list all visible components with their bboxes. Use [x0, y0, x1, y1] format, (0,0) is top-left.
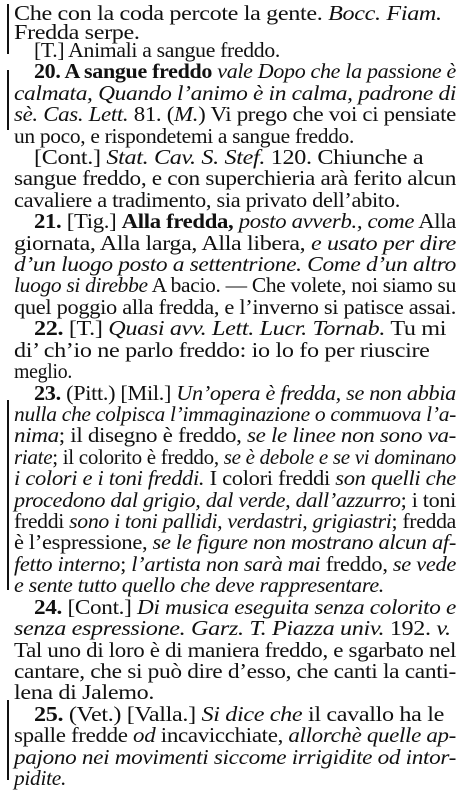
italic-run: e sente tutto quello che deve rappresentare. — [14, 573, 384, 597]
text-run: [Cont.] — [67, 595, 138, 619]
text-line — [14, 765, 464, 791]
text-run: Che con la coda percote la gente. — [14, 1, 329, 25]
italic-run: nima — [14, 423, 59, 447]
text-run: freddi — [14, 509, 70, 533]
italic-run: procedono dal grigio, dal verde, dall’azzurro — [14, 488, 401, 512]
margin-rule-middle — [7, 70, 9, 130]
text-run: meglio. — [14, 359, 72, 383]
text-run: A bacio. — Che volete, noi siamo su — [147, 273, 457, 297]
text-run: ; i toni — [400, 488, 456, 512]
italic-run: Di musica eseguita senza colorito e — [137, 595, 456, 619]
text-run: 81. ( — [128, 102, 175, 126]
text-run: lena di Jalemo. — [14, 680, 154, 704]
text-run: incavicchiate, — [155, 723, 289, 747]
italic-run: allorchè quelle ap- — [288, 723, 456, 747]
text-run: è l’espressione, — [14, 530, 153, 554]
italic-run: vale Dopo che la passione è — [212, 59, 456, 83]
italic-run: luogo si direbbe — [14, 273, 148, 297]
italic-run: l’artista non sarà mai — [131, 552, 321, 576]
text-run: sangue freddo, e con superchieria arà ferito alcun — [14, 166, 456, 190]
italic-run: i colori e i toni freddi. — [14, 466, 205, 490]
italic-run: e usato per dire — [310, 231, 456, 255]
text-run: ; fredda — [391, 509, 457, 533]
text-run: (Vet.) [Valla.] — [68, 702, 202, 726]
margin-rule-lower — [7, 400, 9, 590]
text-run: [T.] — [68, 316, 109, 340]
text-run: ; il disegno è freddo, — [58, 423, 247, 447]
text-run: Tu mi — [385, 316, 447, 340]
text-run: ; — [120, 552, 132, 576]
italic-run: Un’opera è fredda, se non abbia — [176, 381, 456, 405]
text-run: Tal uno di loro è di maniera freddo, e sgarbato nel — [14, 638, 456, 662]
text-run: ) Vi prego che voi ci pensiate — [198, 102, 456, 126]
italic-run: sè. Cas. Lett. — [14, 102, 129, 126]
italic-run: Bocc. Fiam. — [328, 1, 442, 25]
italic-run: se vede — [392, 552, 456, 576]
text-run: un poco, e rispondetemi a sangue freddo. — [14, 124, 354, 148]
text-run: 120. Chiunche a — [265, 145, 424, 169]
italic-run: v. — [436, 616, 451, 640]
text-run: giornata, Alla larga, Alla libera, — [14, 231, 311, 255]
italic-run: se le figure non mostrano alcun af- — [152, 530, 457, 554]
bold-run: 25. — [34, 702, 69, 726]
text-run: di’ ch’io ne parlo freddo: io lo fo per riuscire — [14, 338, 430, 362]
text-run: quel poggio alla fredda, e l’inverno si patisce assai. — [14, 295, 456, 319]
italic-run: M. — [174, 102, 199, 126]
italic-run: sono i toni pallidi, verdastri, grigiastri — [69, 509, 392, 533]
italic-run: calmata, Quando l’animo è in calma, padrone di — [14, 81, 456, 105]
margin-rule-top — [7, 4, 9, 54]
text-run: 192. — [384, 616, 437, 640]
text-run: I colori freddi — [204, 466, 336, 490]
margin-rule-bottom — [7, 700, 9, 780]
italic-run: pajono nei movimenti siccome irrigidite od intor- — [14, 745, 456, 769]
text-run: [Tig.] — [66, 209, 122, 233]
bold-run: 24. — [34, 595, 68, 619]
italic-run: riate — [14, 445, 53, 469]
text-run: [T.] Animali a sangue freddo. — [34, 38, 280, 62]
text-run: Fredda serpe. — [14, 20, 140, 44]
italic-run: posto avverb., come — [233, 209, 415, 233]
text-run: cantare, che si può dire d’esso, che canti la canti- — [14, 659, 456, 683]
italic-run: se è debole e se vi dominano — [223, 445, 457, 469]
text-run: (Pitt.) [Mil.] — [66, 381, 177, 405]
bold-run: Alla fredda, — [121, 209, 234, 233]
text-run: freddo, — [320, 552, 393, 576]
italic-run: Stat. Cav. S. Stef. — [106, 145, 266, 169]
bold-run: 20. — [34, 59, 65, 83]
text-line-content — [14, 765, 66, 791]
italic-run: senza espressione. Garz. T. Piazza univ. — [14, 616, 385, 640]
text-run: [Cont.] — [34, 145, 107, 169]
italic-run: nulla che colpisca l’immaginazione o commuova l’a- — [14, 402, 457, 426]
italic-run: d’un luogo posto a settentrione. Come d’un altro — [14, 252, 456, 276]
text-run: il cavallo ha le — [302, 702, 444, 726]
italic-run: fetto interno — [14, 552, 121, 576]
text-run: Alla — [414, 209, 456, 233]
text-run: ; il colorito è freddo, — [52, 445, 224, 469]
text-run: cavaliere a tradimento, sia privato dell’abito. — [14, 188, 400, 212]
bold-run: 23. — [34, 381, 67, 405]
italic-run: se le linee non sono va- — [246, 423, 456, 447]
bold-run: A sangue freddo — [64, 59, 213, 83]
italic-run: son quelli che — [335, 466, 456, 490]
bold-run: 21. — [34, 209, 67, 233]
text-run: spalle fredde — [14, 723, 134, 747]
italic-run: Quasi avv. Lett. Lucr. Tornab. — [108, 316, 386, 340]
italic-run: od — [133, 723, 156, 747]
italic-run: pidite. — [14, 766, 66, 790]
bold-run: 22. — [34, 316, 69, 340]
italic-run: Si dice che — [201, 702, 303, 726]
